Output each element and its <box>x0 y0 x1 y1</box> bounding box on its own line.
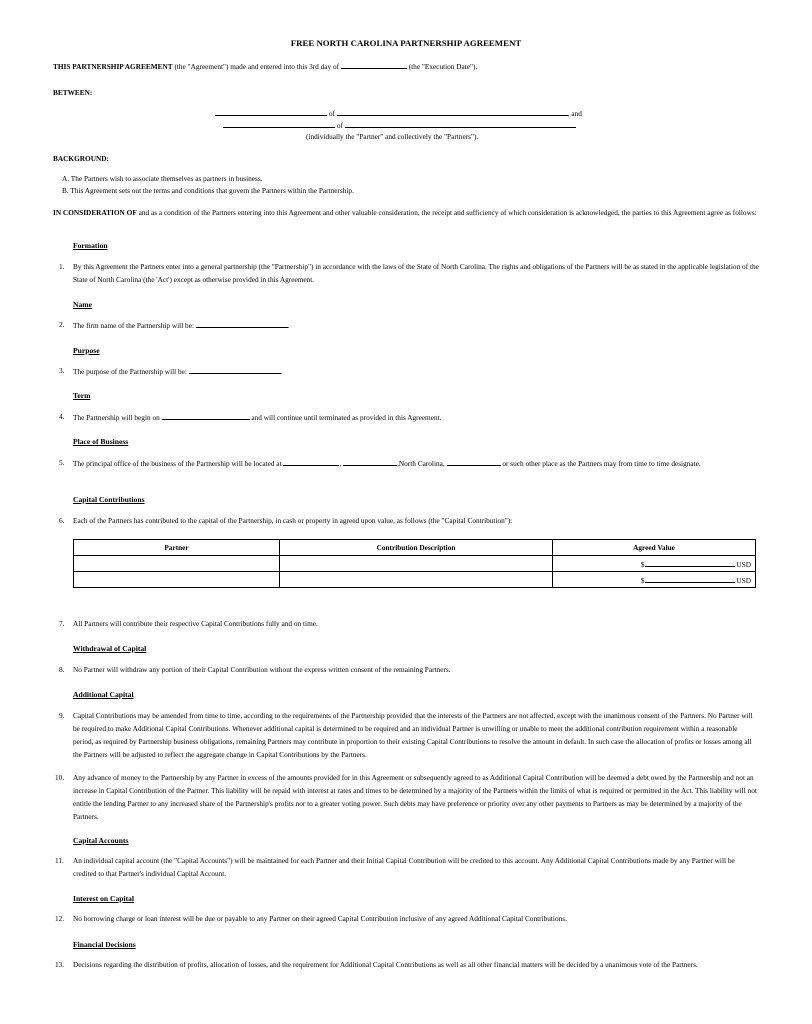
section-additional-capital: Additional Capital <box>73 690 134 699</box>
capital-contribution-table <box>73 539 756 588</box>
clause-12 <box>55 912 759 925</box>
clause-13 <box>55 958 759 971</box>
intro-line <box>53 59 477 73</box>
clause-text: Each of the Partners has contributed to the capital of the Partnership, in cash or property in agreed upon value, as follows (the "Capital Contribution"): <box>73 516 513 525</box>
currency-prefix: $ <box>640 575 645 585</box>
clause-number: 6. <box>59 516 65 525</box>
section-name: Name <box>73 300 92 309</box>
clause-8 <box>59 663 759 676</box>
clause-9 <box>59 709 759 761</box>
header-agreed-value: Agreed Value <box>553 540 756 556</box>
clause-number: 2. <box>59 320 65 329</box>
background-item-a: A. The Partners wish to associate themselves as partners in business. <box>62 174 263 183</box>
description-cell[interactable] <box>280 556 553 572</box>
table-header-row <box>74 540 756 556</box>
section-capital-accounts: Capital Accounts <box>73 836 129 845</box>
section-purpose: Purpose <box>73 346 100 355</box>
currency-prefix: $ <box>640 559 645 569</box>
clause-text: Decisions regarding the distribution of profits, allocation of losses, and the requirement for Additional Capital Contributions as well as all other financial matters will be decided by a unanimous vote of the Partners. <box>73 960 698 969</box>
partner-1-address-blank[interactable] <box>337 106 568 116</box>
clause-number: 9. <box>59 711 65 720</box>
clause-number: 8. <box>59 665 65 674</box>
party-and: , and <box>567 109 582 118</box>
clause-2: 2. The firm name of the Partnership will be: . <box>59 320 290 330</box>
street-blank[interactable] <box>283 456 339 466</box>
clause-text: Any advance of money to the Partnership by any Partner in excess of the amounts provided for in this Agreement or subsequently agreed to as Additional Capital Contribution will be deemed a debt owed by the Partnership and not an increase in Capital Contribution of the Partner. This liability will be repaid with interest at rates and times to be determined by a majority of the Partners within the limits of what is required or permitted in the Act. This liability will not entitle the lending Partner to any increased share of the Partnership's profits nor to a greater voting power. Such debts may have preference or priority over any other payments to Partners as may be determined by a majority of the Partners. <box>73 773 757 821</box>
intro-bold: THIS PARTNERSHIP AGREEMENT <box>53 62 173 71</box>
table-row <box>74 556 756 572</box>
clause-number: 4. <box>59 412 65 421</box>
clause-text: An individual capital account (the "Capital Accounts") will be maintained for each Partner and their Initial Capital Contribution will be credited to this account. Any Additional Capital Contributions made by any Partner will be credited to that Partner's individual Capital Account. <box>73 856 735 878</box>
clause-7 <box>59 617 759 630</box>
value-cell[interactable] <box>553 556 756 572</box>
clause-text: All Partners will contribute their respective Capital Contributions fully and on time. <box>73 619 318 628</box>
zip-blank[interactable] <box>447 456 501 466</box>
description-cell[interactable] <box>280 572 553 588</box>
execution-date-blank[interactable] <box>341 59 407 69</box>
header-contribution-description: Contribution Description <box>280 540 553 556</box>
clause-11 <box>55 854 759 880</box>
intro-text-1: (the "Agreement") made and entered into this 3rd day of <box>172 62 341 71</box>
section-withdrawal: Withdrawal of Capital <box>73 644 147 653</box>
clause-number: 12. <box>55 914 65 923</box>
background-item-b: B. This Agreement sets out the terms and conditions that govern the Partners within the Partnership. <box>62 186 354 195</box>
partner-cell[interactable] <box>74 556 280 572</box>
clause-text-b: , <box>339 459 344 468</box>
start-date-blank[interactable] <box>162 410 250 420</box>
section-capital-contributions: Capital Contributions <box>73 495 145 504</box>
clause-1 <box>59 260 759 286</box>
intro-text-2: (the "Execution Date"), <box>406 62 478 71</box>
clause-number: 13. <box>55 960 65 969</box>
clause-text-b: and will continue until terminated as provided in this Agreement. <box>249 413 442 422</box>
clause-number: 3. <box>59 366 65 375</box>
parties-note: (individually the "Partner" and collectively the "Partners"). <box>306 132 479 141</box>
partner-2-name-blank[interactable] <box>223 118 335 128</box>
between-heading: BETWEEN: <box>53 88 93 97</box>
clause-text: Capital Contributions may be amended from time to time, according to the requirements of the Partnership provided that the interests of the Partners are not affected, except with the unanimous consent of the Partners. No Partner will be required to make Additional Capital Contributions. Whenever additional capital is determined to be required and an individual Partner is unwilling or unable to meet the additional contribution requirement within a reasonable period, as required by Partnership business obligations, remaining Partners may contribute in proportion to their existing Capital Contributions to resolve the amount in default. In such case the allocation of profits or losses among all the Partners will be adjusted to reflect the aggregate change in Capital Contributions by the Partners. <box>73 711 753 759</box>
consideration-bold: IN CONSIDERATION OF <box>53 208 137 217</box>
section-interest-on-capital: Interest on Capital <box>73 894 135 903</box>
header-partner: Partner <box>74 540 280 556</box>
background-heading: BACKGROUND: <box>53 154 109 163</box>
purpose-blank[interactable] <box>189 364 281 374</box>
document-title: FREE NORTH CAROLINA PARTNERSHIP AGREEMENT <box>290 38 522 48</box>
clause-6 <box>59 514 759 527</box>
clause-number: 10. <box>55 773 65 782</box>
clause-text: By this Agreement the Partners enter into a general partnership (the "Partnership") in accordance with the laws of the State of North Carolina. The rights and obligations of the Partners will be as stated in the applicable legislation of the State of North Carolina (the 'Act') except as otherwise provided in this Agreement. <box>73 262 759 284</box>
clause-text: The firm name of the Partnership will be: <box>73 321 196 330</box>
firm-name-blank[interactable] <box>196 318 288 328</box>
clause-number: 7. <box>59 619 65 628</box>
clause-10 <box>55 771 759 823</box>
section-financial-decisions: Financial Decisions <box>73 940 136 949</box>
party-of-1: of <box>328 109 335 118</box>
partner-2-address-blank[interactable] <box>345 118 576 128</box>
consideration-text: and as a condition of the Partners entering into this Agreement and other valuable consideration, the receipt and sufficiency of which consideration is acknowledged, the parties to this Agreement agree as follows: <box>136 208 757 217</box>
section-term: Term <box>73 391 91 400</box>
clause-text: No Partner will withdraw any portion of their Capital Contribution without the express written consent of the remaining Partners. <box>73 665 451 674</box>
table-row <box>74 572 756 588</box>
clause-5 <box>59 456 759 470</box>
currency-suffix: USD <box>736 559 751 569</box>
clause-text-a: The principal office of the business of the Partnership will be located at <box>73 459 284 468</box>
clause-3: 3. The purpose of the Partnership will be: . <box>59 366 283 376</box>
clause-text: The purpose of the Partnership will be: <box>73 367 189 376</box>
clause-number: 11. <box>55 856 64 865</box>
clause-text-d: or such other place as the Partners may from time to time designate. <box>500 459 701 468</box>
section-place-of-business: Place of Business <box>73 437 129 446</box>
party-of-2: of <box>336 121 343 130</box>
partner-1-name-blank[interactable] <box>215 106 327 116</box>
section-formation: Formation <box>73 241 108 250</box>
clause-number: 1. <box>59 262 65 271</box>
partner-cell[interactable] <box>74 572 280 588</box>
consideration-paragraph <box>53 206 759 219</box>
clause-text-a: The Partnership will begin on <box>73 413 162 422</box>
clause-number: 5. <box>59 458 65 467</box>
clause-text: No borrowing charge or loan interest will be due or payable to any Partner on their agreed Capital Contribution inclusive of any agreed Additional Capital Contributions. <box>73 914 567 923</box>
clause-text-c: ,North Carolina, <box>397 459 447 468</box>
value-blank[interactable] <box>645 557 735 567</box>
city-blank[interactable] <box>343 456 397 466</box>
currency-suffix: USD <box>736 575 751 585</box>
value-cell[interactable] <box>553 572 756 588</box>
value-blank[interactable] <box>645 573 735 583</box>
clause-4 <box>59 410 759 424</box>
